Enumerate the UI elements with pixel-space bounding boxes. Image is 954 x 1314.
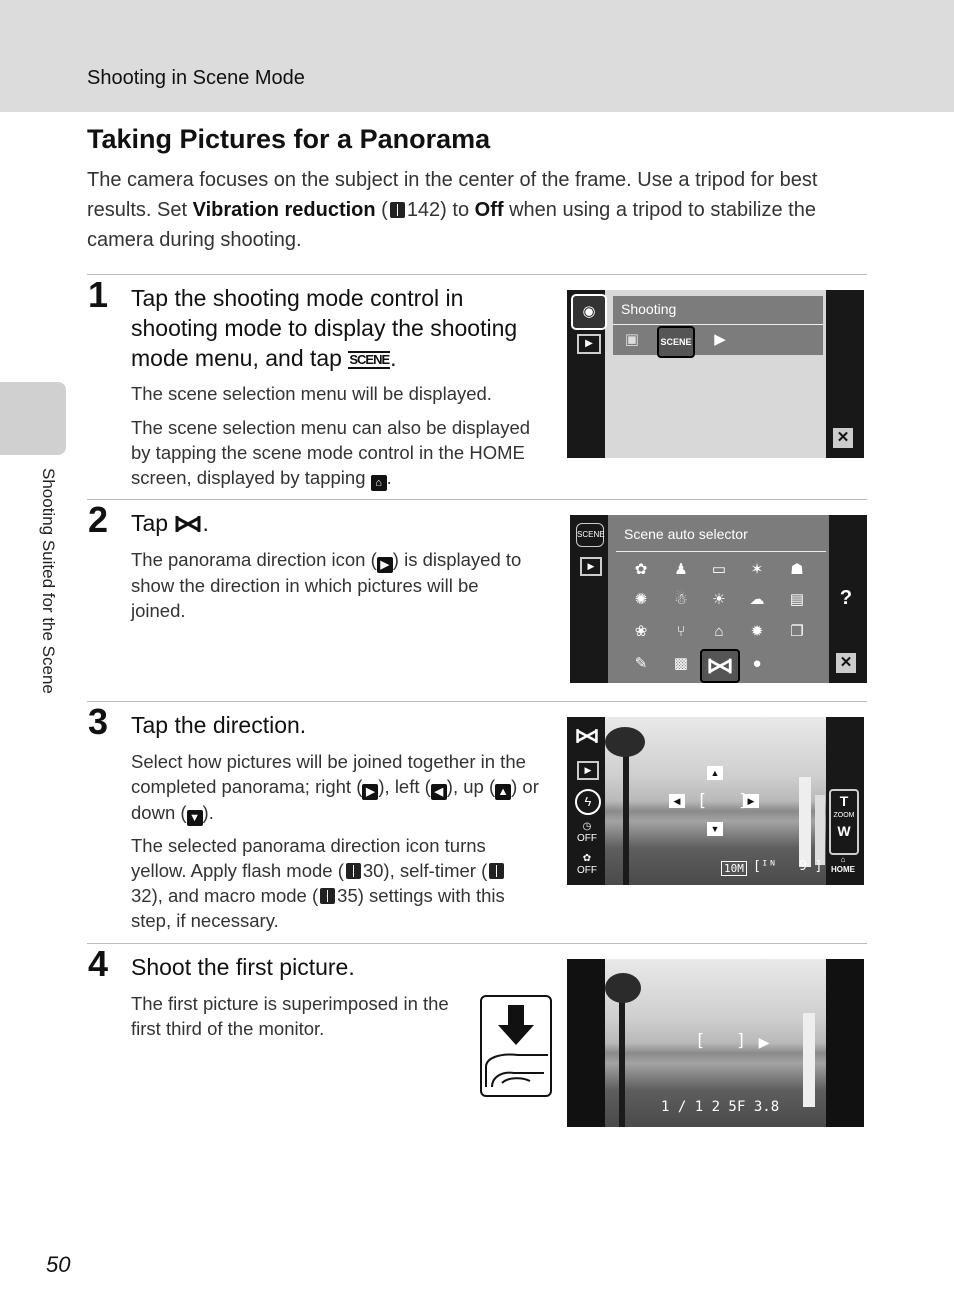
macro-icon[interactable]: ✿ OFF	[577, 853, 597, 876]
screen-shooting-menu	[567, 290, 864, 458]
shutter-press-icon	[480, 995, 552, 1097]
step-title: Tap .	[131, 510, 209, 536]
focus-brackets: [ ]	[695, 1031, 747, 1051]
panorama-icon	[707, 656, 733, 676]
screen-first-shot	[567, 959, 864, 1127]
menu-title: Scene auto selector	[624, 526, 748, 542]
copy-icon[interactable]: ❐	[790, 623, 804, 640]
step-desc: The first picture is superimposed in the first third of the monitor.	[131, 993, 449, 1039]
home-icon[interactable]: ⌂ HOME	[831, 855, 855, 874]
scene-auto-icon[interactable]: ✿	[634, 561, 648, 578]
playback-icon[interactable]: ▶	[577, 761, 599, 780]
sports-icon[interactable]: ✶	[750, 561, 764, 578]
step-number: 3	[88, 701, 109, 742]
museum-icon[interactable]: ⌂	[714, 623, 724, 640]
draw-icon[interactable]: ✎	[634, 655, 648, 672]
divider	[87, 701, 867, 702]
beach-icon[interactable]: ☃	[674, 591, 688, 608]
movie-icon[interactable]: ▶	[714, 331, 726, 348]
backlight-icon[interactable]: ▩	[673, 655, 689, 672]
memory-indicator: [ᴵᴺ	[753, 859, 777, 874]
sunset-icon[interactable]: ☀	[712, 591, 726, 608]
step-desc: The selected panorama direction icon turns yellow. Apply flash mode ( 30), self-timer (32), and macro mode ( 35) settings with this step, if necessary.	[131, 835, 505, 931]
divider	[87, 943, 867, 944]
book-ref-icon	[346, 863, 361, 879]
running-head: Shooting in Scene Mode	[87, 67, 305, 89]
book-ref-icon	[489, 863, 504, 879]
step-desc: The panorama direction icon ( ▶ ) is displayed to show the direction in which pictures will be joined.	[131, 549, 522, 621]
playback-icon[interactable]: ▶	[577, 334, 601, 354]
right-arrow-button[interactable]: ▶	[743, 794, 759, 808]
step-desc: The scene selection menu can also be displayed by tapping the scene mode control in the HOME screen, displayed by tapping ⌂ .	[131, 417, 531, 489]
right-arrow-icon: ▶	[758, 1034, 770, 1050]
dusk-icon[interactable]: ☁	[749, 591, 765, 608]
closeup-icon[interactable]: ❀	[634, 623, 648, 640]
screen-scene-menu	[570, 515, 867, 683]
focus-brackets: [ ]	[697, 791, 749, 811]
step-desc: Select how pictures will be joined together in the completed panorama; right ( ▶ ), left ( ◀ ), up ( ▲ ) or down ( ▼ ).	[131, 751, 539, 824]
divider	[87, 499, 867, 500]
close-icon[interactable]: ✕	[836, 653, 856, 673]
step-title: Tap the direction.	[131, 712, 307, 738]
divider	[87, 274, 867, 275]
panorama-button[interactable]	[700, 649, 740, 683]
panorama-icon	[174, 514, 202, 534]
page-number: 50	[46, 1252, 71, 1277]
zoom-control[interactable]: T ZOOM W	[829, 789, 859, 855]
panorama-icon[interactable]	[575, 727, 599, 745]
step-number: 2	[88, 499, 109, 540]
scene-icon: SCENE	[349, 352, 390, 367]
image-size-indicator: 10M	[721, 861, 747, 876]
step-desc: The scene selection menu will be displayed.	[131, 383, 492, 404]
landscape-icon[interactable]: ▭	[711, 561, 727, 578]
home-icon: ⌂	[371, 475, 387, 491]
header-band	[0, 0, 954, 112]
self-timer-icon[interactable]: ◷ OFF	[577, 821, 597, 844]
step-number: 1	[88, 274, 109, 315]
side-tab-label-wrap	[36, 468, 58, 718]
vibration-reduction-term: Vibration reduction	[192, 199, 376, 221]
side-tab	[0, 382, 66, 455]
camera-icon[interactable]: ◉	[571, 294, 607, 330]
voice-icon[interactable]: ●	[752, 655, 762, 672]
page-title: Taking Pictures for a Panorama	[87, 124, 491, 154]
down-arrow-icon: ▼	[187, 810, 203, 826]
close-icon[interactable]: ✕	[833, 428, 853, 448]
right-arrow-icon: ▶	[362, 784, 378, 800]
help-icon[interactable]: ?	[839, 587, 853, 609]
left-arrow-button[interactable]: ◀	[669, 794, 685, 808]
off-term: Off	[474, 199, 504, 221]
book-ref-icon	[320, 888, 335, 904]
flash-icon[interactable]: ϟ	[575, 789, 601, 815]
side-tab-label: Shooting Suited for the Scene	[39, 468, 58, 694]
aperture: F 3.8	[737, 1099, 780, 1115]
down-arrow-button[interactable]: ▼	[707, 822, 723, 836]
left-arrow-icon: ◀	[431, 784, 447, 800]
scene-icon[interactable]: SCENE	[576, 523, 604, 547]
scene-mode-icon[interactable]: SCENE	[657, 326, 695, 358]
book-ref-icon	[390, 202, 405, 218]
night-landscape-icon[interactable]: ▤	[789, 591, 805, 608]
right-arrow-icon: ▶	[377, 557, 393, 573]
shutter-speed: 1 / 1 2 5	[661, 1099, 737, 1115]
exposure-count: 9 ]	[799, 859, 823, 874]
food-icon[interactable]: ⑂	[676, 623, 686, 640]
screen-direction	[567, 717, 864, 885]
step-number: 4	[88, 943, 109, 984]
step-title: Tap the shooting mode control in shooting mode to display the shooting mode menu, and tap SCENE.	[131, 285, 518, 371]
step-title: Shoot the first picture.	[131, 954, 355, 980]
playback-icon[interactable]: ▶	[580, 557, 602, 576]
party-icon[interactable]: ✺	[634, 591, 648, 608]
night-portrait-icon[interactable]: ☗	[790, 561, 804, 578]
fireworks-icon[interactable]: ✹	[750, 623, 764, 640]
up-arrow-button[interactable]: ▲	[707, 766, 723, 780]
menu-title: Shooting	[621, 301, 677, 317]
up-arrow-icon: ▲	[495, 784, 511, 800]
auto-camera-icon[interactable]: ▣	[624, 331, 640, 348]
intro-paragraph: The camera focuses on the subject in the center of the frame. Use a tripod for best results. Set Vibration reduction ( 142) to Off when using a tripod to stabilize the camera during shooting.	[87, 169, 818, 251]
portrait-icon[interactable]: ♟	[674, 561, 688, 578]
